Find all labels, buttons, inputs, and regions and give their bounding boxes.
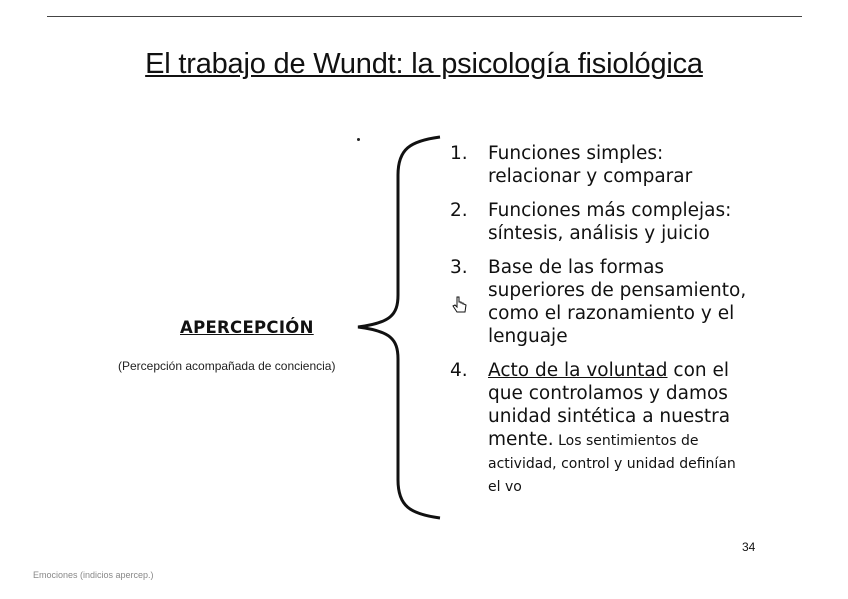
list-item <box>450 359 750 497</box>
item-number: 1. <box>450 143 468 164</box>
page-number: 34 <box>742 540 756 554</box>
hand-pointer-icon <box>452 296 468 316</box>
item-small-text: Los sentimientos de actividad, control y unidad definían el vo <box>488 433 736 495</box>
item-text: Base de las formas superiores de pensamiento, como el razonamiento y el lenguaje <box>488 257 747 347</box>
item-number: 4. <box>450 360 468 381</box>
item-number: 2. <box>450 200 468 221</box>
item-text: Funciones más complejas: síntesis, análisis y juicio <box>488 200 732 244</box>
item-number: 3. <box>450 257 468 278</box>
curly-brace-icon <box>350 135 445 520</box>
list-item <box>450 142 750 188</box>
item-text: Funciones simples: relacionar y comparar <box>488 143 693 187</box>
item-text: con el que controlamos y damos unidad sintética a nuestra mente. <box>488 360 731 450</box>
concept-subtitle: (Percepción acompañada de conciencia) <box>118 359 336 373</box>
slide-title: El trabajo de Wundt: la psicología fisiológica <box>145 48 703 80</box>
list-item <box>450 256 750 348</box>
top-rule <box>47 16 802 17</box>
item-underlined-text: Acto de la voluntad <box>488 360 668 381</box>
list-item <box>450 199 750 245</box>
footer-text: Emociones (indicios apercep.) <box>33 570 154 580</box>
concept-label: APERCEPCIÓN <box>180 318 314 337</box>
function-list <box>450 142 750 508</box>
